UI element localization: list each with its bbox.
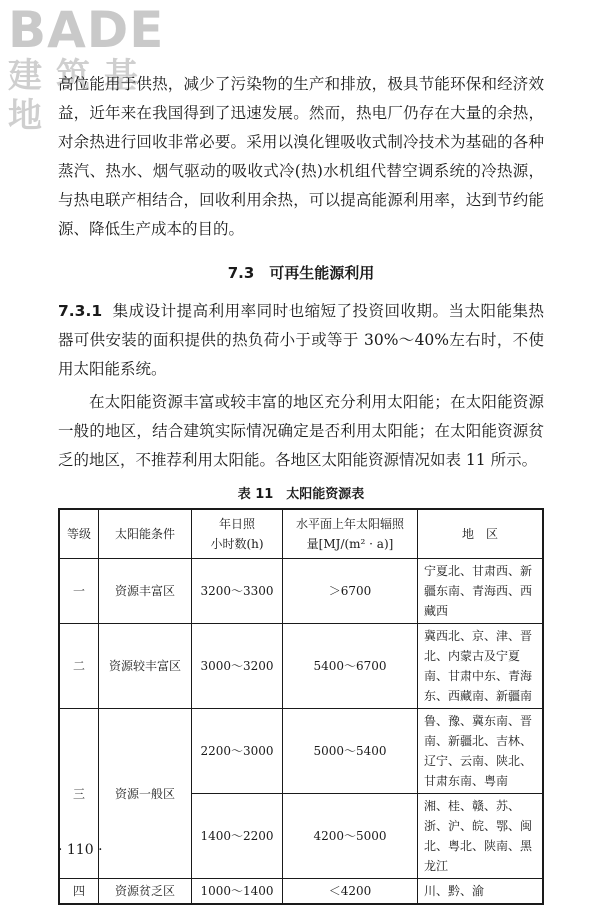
- cell-region: 湘、桂、赣、苏、浙、沪、皖、鄂、闽北、粤北、陕南、黑龙江: [418, 794, 544, 879]
- cell-grade: 四: [59, 879, 99, 905]
- cell-region: 鲁、豫、冀东南、晋南、新疆北、吉林、辽宁、云南、陕北、甘肃东南、粤南: [418, 709, 544, 794]
- cell-radiation: 4200～5000: [283, 794, 418, 879]
- cell-radiation: ＜4200: [283, 879, 418, 905]
- cell-region: 冀西北、京、津、晋北、内蒙古及宁夏南、甘肃中东、青海东、西藏南、新疆南: [418, 624, 544, 709]
- clause-number: 7.3.1: [58, 302, 103, 320]
- header-hours: [192, 509, 283, 559]
- cell-hours: 1400～2200: [192, 794, 283, 879]
- cell-grade: 三: [59, 709, 99, 879]
- table-caption: 表 11 太阳能资源表: [237, 487, 365, 502]
- cell-condition: 资源一般区: [99, 709, 192, 879]
- cell-grade: 一: [59, 559, 99, 624]
- table-row: [59, 624, 543, 709]
- header-radiation-line1: 水平面上年太阳辐照: [295, 517, 404, 531]
- cell-region: 宁夏北、甘肃西、新疆东南、青海西、西藏西: [418, 559, 544, 624]
- clause-text: 集成设计提高利用率同时也缩短了投资回收期。当太阳能集热器可供安装的面积提供的热负荷小于或等于 30%～40%左右时，不使用太阳能系统。: [58, 302, 544, 378]
- table-row: [59, 879, 543, 905]
- table-row: [59, 559, 543, 624]
- paragraph-waste-heat: 高位能用于供热，减少了污染物的生产和排放，极具节能环保和经济效益，近年来在我国得到了迅速发展。然而，热电厂仍存在大量的余热，对余热进行回收非常必要。采用以溴化锂吸收式制冷技术为基础的各种蒸汽、热水、烟气驱动的吸收式冷(热)水机组代替空调系统的冷热源，与热电联产相结合，回收利用余热，可以提高能源利用率，达到节约能源、降低生产成本的目的。: [58, 75, 544, 238]
- page-number: · 110 ·: [58, 842, 103, 858]
- solar-resource-table: [58, 508, 544, 905]
- header-region: 地 区: [418, 509, 544, 559]
- header-radiation-line2: 量[MJ/(m² · a)]: [306, 537, 394, 551]
- cell-radiation: 5400～6700: [283, 624, 418, 709]
- cell-grade: 二: [59, 624, 99, 709]
- cell-hours: 3200～3300: [192, 559, 283, 624]
- paragraph-solar-regions: 在太阳能资源丰富或较丰富的地区充分利用太阳能；在太阳能资源一般的地区，结合建筑实际情况确定是否利用太阳能；在太阳能资源贫乏的地区，不推荐利用太阳能。各地区太阳能资源情况如表 11 所示。: [58, 393, 544, 469]
- cell-hours: 3000～3200: [192, 624, 283, 709]
- header-hours-line2: 小时数(h): [210, 537, 264, 551]
- cell-condition: 资源丰富区: [99, 559, 192, 624]
- header-condition: 太阳能条件: [99, 509, 192, 559]
- header-hours-line1: 年日照: [218, 517, 255, 531]
- cell-hours: 1000～1400: [192, 879, 283, 905]
- table-header-row: [59, 509, 543, 559]
- cell-condition: 资源贫乏区: [99, 879, 192, 905]
- logo-main-text: BADE: [8, 1, 165, 59]
- cell-radiation: 5000～5400: [283, 709, 418, 794]
- cell-radiation: ＞6700: [283, 559, 418, 624]
- logo-sub-text: 建筑基地: [8, 56, 152, 136]
- section-heading: 7.3 可再生能源利用: [227, 264, 375, 282]
- document-page: [58, 70, 544, 905]
- cell-hours: 2200～3000: [192, 709, 283, 794]
- clause-7-3-1: [58, 297, 544, 384]
- cell-condition: 资源较丰富区: [99, 624, 192, 709]
- header-radiation: [283, 509, 418, 559]
- table-row: [59, 709, 543, 794]
- cell-region: 川、黔、渝: [418, 879, 544, 905]
- header-grade: 等级: [59, 509, 99, 559]
